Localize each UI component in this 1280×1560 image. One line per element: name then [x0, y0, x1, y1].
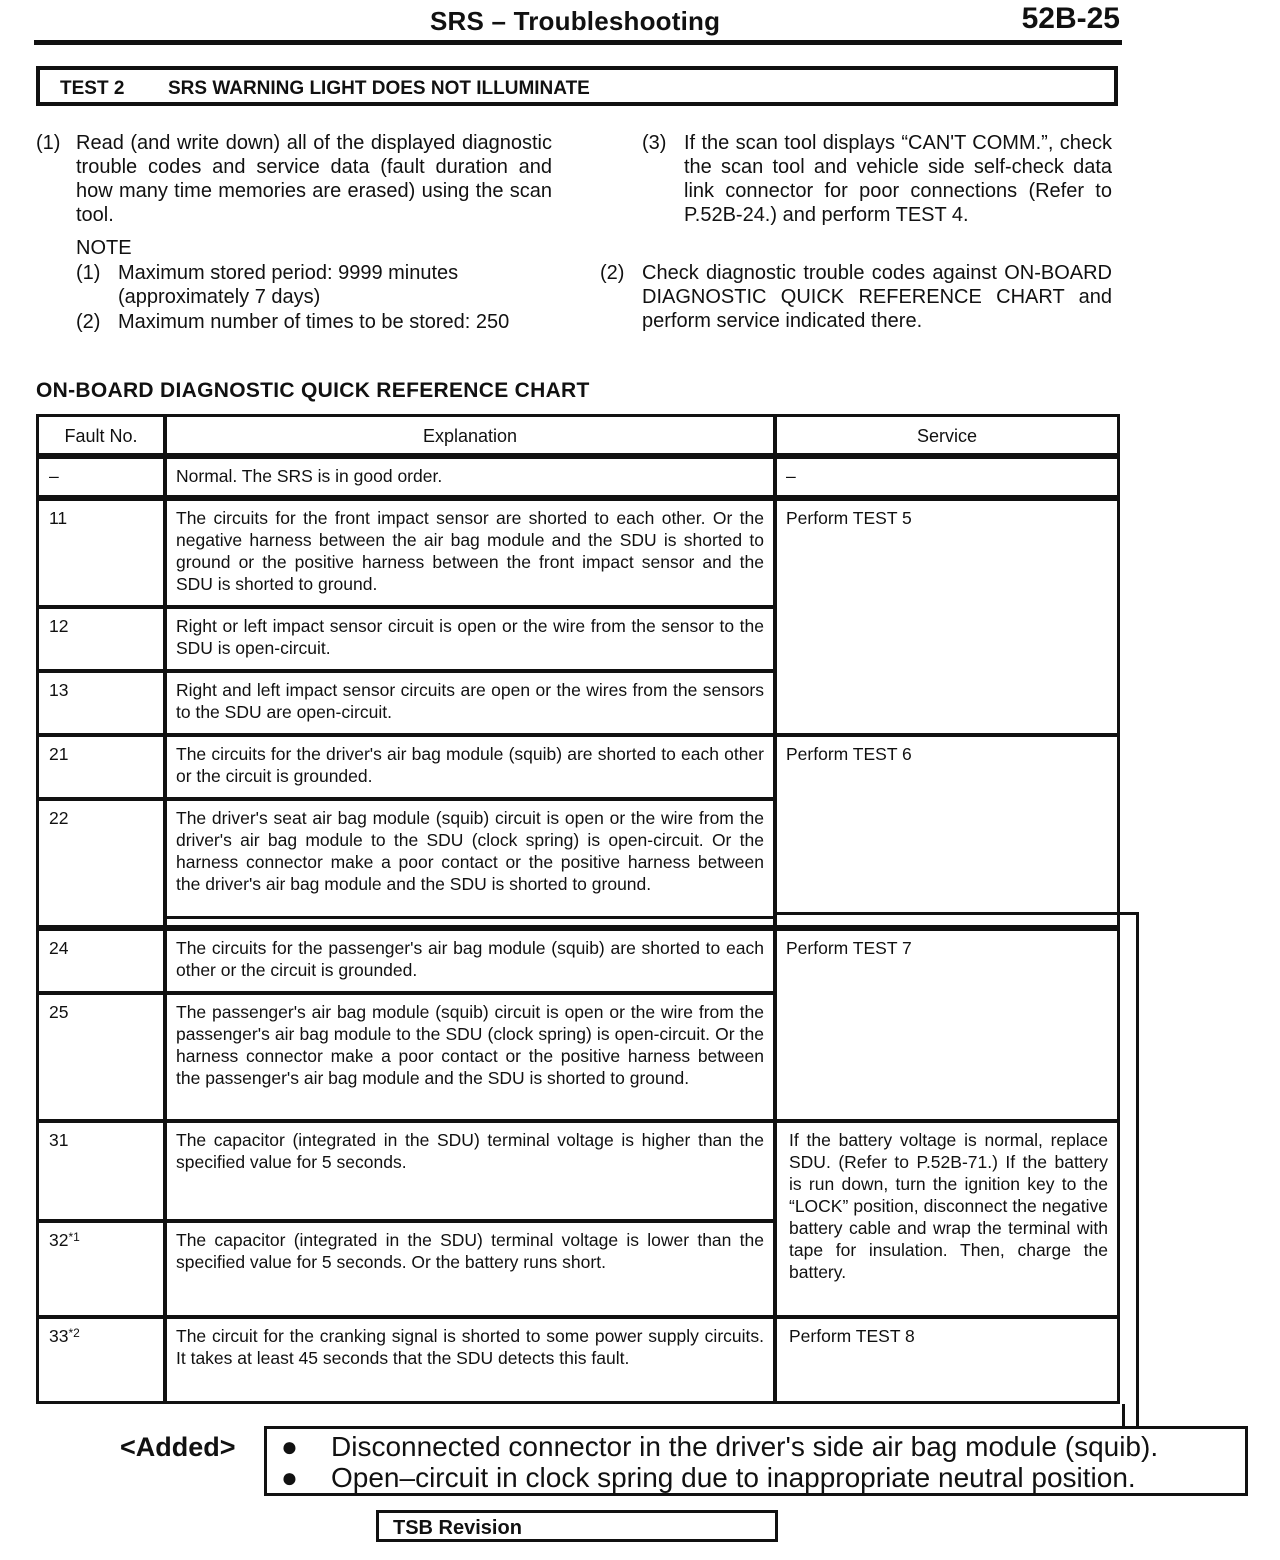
fault-cell: 31 — [36, 1120, 166, 1222]
bullet-icon: ● — [281, 1462, 298, 1493]
explanation-cell: The capacitor (integrated in the SDU) terminal voltage is lower than the specified value for 5 seconds. Or the battery runs short. — [164, 1220, 776, 1318]
note-1-number: (1) — [76, 262, 101, 284]
added-label: <Added> — [120, 1432, 236, 1462]
fault-cell: – — [36, 456, 166, 498]
explanation-cell: The passenger's air bag module (squib) circuit is open or the wire from the passenger's air bag module to the SDU (clock spring) is open-circuit. Or the harness connector make a poor contact or the positive harness between the passenger's air bag module and the SDU is shorted to ground. — [164, 992, 776, 1122]
header-fault-no: Fault No. — [36, 414, 166, 456]
footnote-marker: *1 — [68, 1230, 80, 1244]
explanation-cell: Right or left impact sensor circuit is open or the wire from the sensor to the SDU is open-circuit. — [164, 606, 776, 672]
explanation-cell: Right and left impact sensor circuits are open or the wires from the sensors to the SDU are open-circuit. — [164, 670, 776, 736]
note-2-number: (2) — [76, 311, 101, 333]
step-2 — [600, 261, 1114, 333]
fault-cell: 13 — [36, 670, 166, 736]
annotation-line — [1136, 912, 1139, 1426]
note-2-text: Maximum number of times to be stored: 250 — [118, 311, 510, 333]
fault-cell: 24 — [36, 928, 166, 994]
service-cell: – — [774, 456, 1120, 498]
note-item-2 — [76, 310, 550, 358]
page-title: SRS – Troubleshooting — [430, 6, 721, 36]
added-item-text: Disconnected connector in the driver's side air bag module (squib). — [331, 1431, 1159, 1462]
fault-cell — [36, 1316, 166, 1404]
annotation-line — [1122, 1404, 1125, 1426]
test-title: SRS WARNING LIGHT DOES NOT ILLUMINATE — [168, 78, 590, 99]
explanation-cell: The circuits for the driver's air bag module (squib) are shorted to each other or the circuit is grounded. — [164, 734, 776, 800]
explanation-cell: The capacitor (integrated in the SDU) terminal voltage is higher than the specified value for 5 seconds. — [164, 1120, 776, 1222]
explanation-cell: The circuit for the cranking signal is shorted to some power supply circuits. It takes at least 45 seconds that the SDU detects this fault. — [164, 1316, 776, 1404]
footnote-marker: *2 — [68, 1326, 80, 1340]
bullet-icon: ● — [281, 1431, 298, 1462]
step-3-text: If the scan tool displays “CAN'T COMM.”, check the scan tool and vehicle side self-check data link connector for poor connections (Refer to P.52B-24.) and perform TEST 4. — [684, 132, 1112, 226]
fault-number: 33 — [49, 1326, 69, 1346]
added-item-text: Open–circuit in clock spring due to inappropriate neutral position. — [331, 1462, 1136, 1493]
service-cell: If the battery voltage is normal, replace SDU. (Refer to P.52B-71.) If the battery is run down, turn the ignition key to the “LOCK” position, disconnect the negative battery cable and wrap the terminal with tape for insulation. Then, charge the battery. — [774, 1120, 1120, 1318]
step-3-number: (3) — [642, 132, 667, 154]
step-2-number: (2) — [600, 262, 625, 284]
service-cell: Perform TEST 6 — [774, 734, 1120, 928]
note-1-text: Maximum stored period: 9999 minutes (approximately 7 days) — [118, 262, 459, 308]
service-cell: Perform TEST 5 — [774, 498, 1120, 736]
header-service: Service — [774, 414, 1120, 456]
step-1-number: (1) — [36, 132, 61, 154]
chart-heading: ON-BOARD DIAGNOSTIC QUICK REFERENCE CHART — [36, 379, 590, 402]
fault-cell — [36, 1220, 166, 1318]
fault-cell: 11 — [36, 498, 166, 608]
service-cell: Perform TEST 8 — [774, 1316, 1120, 1404]
fault-cell: 25 — [36, 992, 166, 1122]
step-2-text: Check diagnostic trouble codes against ON-BOARD DIAGNOSTIC QUICK REFERENCE CHART and perform service indicated there. — [642, 262, 1112, 332]
annotation-line — [164, 916, 776, 919]
tsb-revision-label: TSB Revision — [393, 1517, 522, 1539]
header-rule — [34, 40, 1122, 45]
added-item — [281, 1462, 1136, 1494]
explanation-cell: Normal. The SRS is in good order. — [164, 456, 776, 498]
explanation-cell: The circuits for the front impact sensor are shorted to each other. Or the negative harness between the air bag module and the SDU is shorted to ground or the positive harness between the front impact sensor and the SDU is shorted to ground. — [164, 498, 776, 608]
note-label: NOTE — [76, 237, 132, 259]
step-1 — [36, 131, 554, 227]
explanation-cell: The circuits for the passenger's air bag module (squib) are shorted to each other or the circuit is grounded. — [164, 928, 776, 994]
added-note-box — [264, 1426, 1248, 1496]
fault-cell: 22 — [36, 798, 166, 928]
step-1-text: Read (and write down) all of the displayed diagnostic trouble codes and service data (fault duration and how many time memories are erased) using the scan tool. — [76, 132, 552, 226]
page-number: 52B-25 — [1021, 2, 1120, 35]
fault-number: 32 — [49, 1230, 69, 1250]
tsb-revision-box — [376, 1510, 778, 1542]
annotation-line — [776, 912, 1138, 915]
explanation-cell: The driver's seat air bag module (squib) circuit is open or the wire from the driver's air bag module to the SDU (clock spring) is open-circuit. Or the harness connector make a poor contact or the positive harness between the driver's air bag module and the SDU is shorted to ground. — [164, 798, 776, 928]
fault-cell: 21 — [36, 734, 166, 800]
step-3 — [642, 131, 1114, 251]
fault-cell: 12 — [36, 606, 166, 672]
test-number: TEST 2 — [60, 78, 125, 99]
added-item — [281, 1431, 1158, 1463]
note-item-1 — [76, 261, 526, 309]
test-title-box — [36, 66, 1118, 106]
header-explanation: Explanation — [164, 414, 776, 456]
service-cell: Perform TEST 7 — [774, 928, 1120, 1122]
